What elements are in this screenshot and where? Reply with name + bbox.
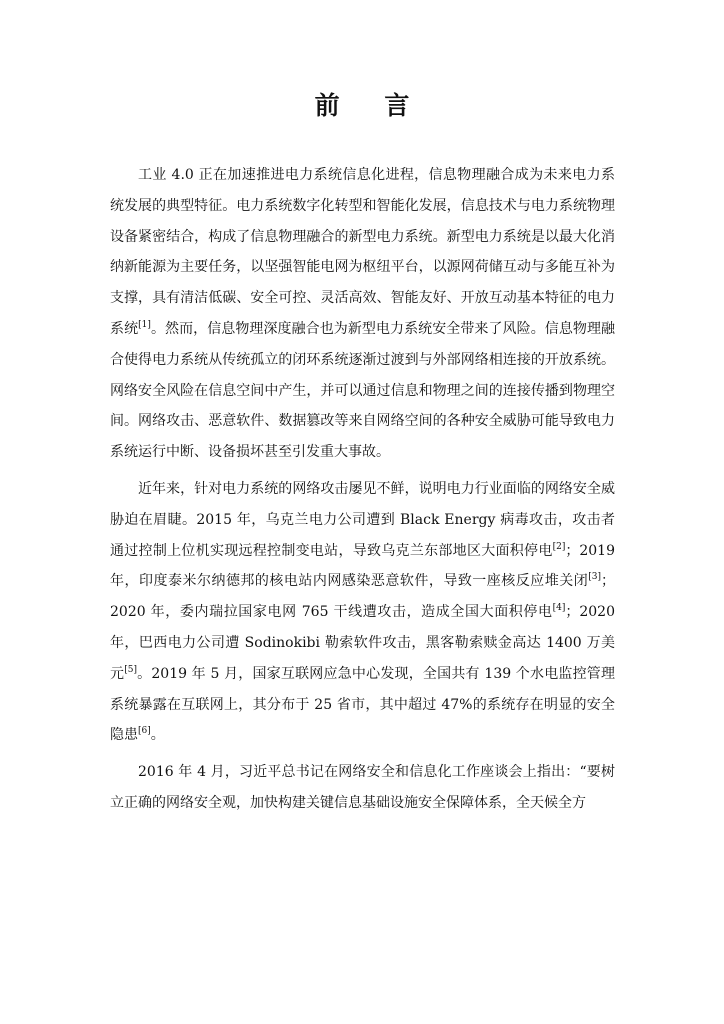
text-run: 2016 年 4 月，习近平总书记在网络安全和信息化工作座谈会上指出：“要树立正确的网络安全观，加快构建关键信息基础设施安全保障体系，全天候全方 bbox=[110, 764, 615, 811]
text-run: 。2019 年 5 月，国家互联网应急中心发现，全国共有 139 个水电监控管理系统暴露在互联网上，其分布于 25 省市，其中超过 47%的系统存在明显的安全隐患 bbox=[110, 665, 616, 744]
citation-ref-3: [3] bbox=[588, 572, 601, 583]
citation-ref-2: [2] bbox=[552, 541, 566, 552]
citation-ref-6: [6] bbox=[138, 726, 151, 737]
paragraph-1 bbox=[110, 160, 615, 468]
text-run: ；2019 年，印度泰米尔纳德邦的核电站内网感染恶意软件，导致一座核反应堆关闭 bbox=[110, 542, 615, 590]
paragraph-3 bbox=[110, 757, 615, 819]
citation-ref-5: [5] bbox=[124, 664, 137, 675]
body-text bbox=[110, 160, 615, 819]
citation-ref-4: [4] bbox=[552, 603, 566, 614]
text-run: ；2020 年，委内瑞拉国家电网 765 干线遭攻击，造成全国大面积停电 bbox=[110, 573, 615, 621]
paragraph-2 bbox=[110, 474, 615, 751]
text-run: 近年来，针对电力系统的网络攻击屡见不鲜，说明电力行业面临的网络安全威胁迫在眉睫。2015 年，乌克兰电力公司遭到 Black Energy 病毒攻击，攻击者通过控制上位机实现远程控制变电站，导致乌克兰东部地区大面积停电 bbox=[110, 480, 615, 559]
text-run: 。然而，信息物理深度融合也为新型电力系统安全带来了风险。信息物理融合使得电力系统从传统孤立的闭环系统逐渐过渡到与外部网络相连接的开放系统。网络安全风险在信息空间中产生，并可以通过信息和物理之间的连接传播到物理空间。网络攻击、恶意软件、数据篡改等来自网络空间的各种安全威胁可能导致电力系统运行中断、设备损坏甚至引发重大事故。 bbox=[110, 320, 616, 461]
page-title: 前 言 bbox=[314, 91, 428, 120]
text-run: 工业 4.0 正在加速推进电力系统信息化进程，信息物理融合成为未来电力系统发展的典型特征。电力系统数字化转型和智能化发展，信息技术与电力系统物理设备紧密结合，构成了信息物理融合的新型电力系统。新型电力系统是以最大化消纳新能源为主要任务，以坚强智能电网为枢纽平台，以源网荷储互动与多能互补为支撑，具有清洁低碳、安全可控、灵活高效、智能友好、开放互动基本特征的电力系统 bbox=[110, 167, 615, 337]
citation-ref-1: [1] bbox=[138, 319, 151, 330]
text-run: 。 bbox=[150, 727, 165, 744]
text-run: ；2020 年，巴西电力公司遭 Sodinokibi 勒索软件攻击，黑客勒索赎金高达 1400 万美元 bbox=[110, 604, 615, 682]
